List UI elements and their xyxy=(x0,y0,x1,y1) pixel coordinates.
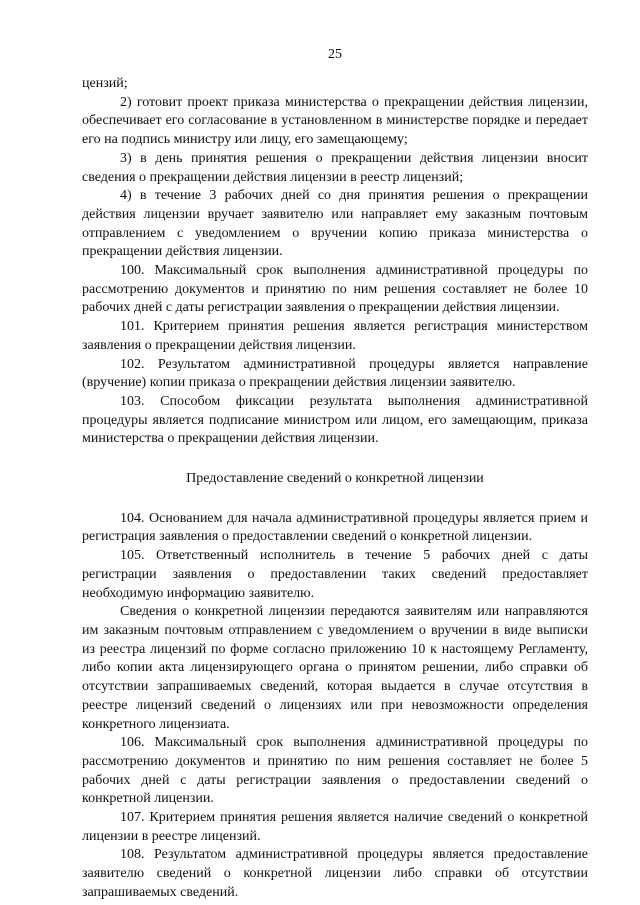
paragraph-102: 102. Результатом административной процедуры является направление (вручение) копии приказа о прекращении действия лицензии заявителю. xyxy=(82,356,588,391)
paragraph-info-delivery: Сведения о конкретной лицензии передаются заявителям или направляются им заказным почтовым отправлением с уведомлением о вручении в виде выписки из реестра лицензий по форме согласно приложению 10 к настоящему Регламенту, либо копии акта лицензирующего органа о принятом решении, либо справки об отсутствии запрашиваемых сведений, которая выдается в случае отсутствия в реестре лицензий сведений о лицензиях или при невозможности определения конкретного лицензиата. xyxy=(82,604,588,732)
paragraph-106: 106. Максимальный срок выполнения административной процедуры по рассмотрению документов и принятию по ним решения составляет не более 5 рабочих дней с даты регистрации заявления о предоставлении сведений о конкретной лицензии. xyxy=(82,735,588,807)
paragraph-104: 104. Основанием для начала административной процедуры является прием и регистрация заявления о предоставлении сведений о конкретной лицензии. xyxy=(82,510,588,545)
paragraph-continuation: цензий; xyxy=(82,76,128,91)
paragraph-108: 108. Результатом административной процедуры является предоставление заявителю сведений о конкретной лицензии либо справки об отсутствии запрашиваемых сведений. xyxy=(82,847,588,900)
paragraph-101: 101. Критерием принятия решения является регистрация министерством заявления о прекращении действия лицензии. xyxy=(82,319,588,353)
section-main xyxy=(82,510,588,903)
paragraph-103: 103. Способом фиксации результата выполнения административной процедуры является подписание министром или лицом, его замещающим, приказа министерства о прекращении действия лицензии. xyxy=(82,393,588,447)
paragraph-105: 105. Ответственный исполнитель в течение 5 рабочих дней с даты регистрации заявления о предоставлении таких сведений предоставляет необходимую информацию заявителю. xyxy=(82,548,588,601)
paragraph-item-3: 3) в день принятия решения о прекращении действия лицензии вносит сведения о прекращении действия лицензии в реестр лицензий; xyxy=(82,150,588,185)
page-number: 25 xyxy=(328,47,342,62)
section-top xyxy=(82,75,588,449)
paragraph-item-2: 2) готовит проект приказа министерства о прекращении действия лицензии, обеспечивает его согласование в установленном в министерстве порядке и передает его на подпись министру или лицу, его замещающему; xyxy=(82,94,588,148)
paragraph-100: 100. Максимальный срок выполнения административной процедуры по рассмотрению документов и принятию по ним решения составляет не более 10 рабочих дней с даты регистрации заявления о прекращении действия лицензии. xyxy=(82,263,588,316)
paragraph-107: 107. Критерием принятия решения является наличие сведений о конкретной лицензии в реестре лицензий. xyxy=(82,810,588,844)
paragraph-item-4: 4) в течение 3 рабочих дней со дня принятия решения о прекращении действия лицензии вручает заявителю или направляет ему заказным почтовым отправлением с уведомлением о вручении копию приказа министерства о прекращении действия лицензии. xyxy=(82,188,588,260)
section-heading: Предоставление сведений о конкретной лицензии xyxy=(186,471,484,487)
